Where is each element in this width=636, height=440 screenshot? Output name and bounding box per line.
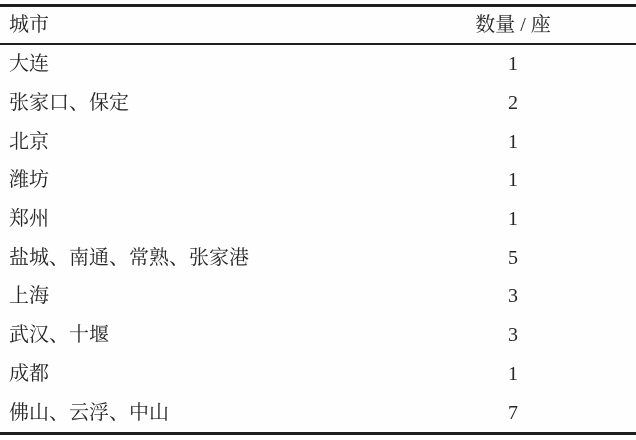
table-row [0, 122, 636, 161]
table-body [0, 44, 636, 433]
header-cell-quantity: 数量 / 座 [475, 14, 551, 36]
city-cell: 盐城、南通、常熟、张家港 [9, 246, 249, 269]
table-row [0, 355, 636, 394]
city-count-table [0, 4, 636, 435]
table-header [0, 6, 636, 45]
city-cell: 潍坊 [9, 169, 49, 192]
count-cell: 1 [508, 362, 518, 385]
city-cell: 大连 [9, 53, 49, 76]
count-cell: 1 [508, 53, 518, 76]
table-row [0, 277, 636, 316]
count-cell: 2 [508, 92, 518, 115]
table-row [0, 393, 636, 433]
city-cell: 郑州 [9, 208, 49, 231]
count-cell: 1 [508, 208, 518, 231]
table-row [0, 161, 636, 200]
table-row [0, 316, 636, 355]
count-cell: 5 [508, 246, 518, 269]
city-cell: 成都 [9, 362, 49, 385]
count-cell: 1 [508, 130, 518, 153]
header-cell-city: 城市 [9, 14, 49, 36]
table-row [0, 84, 636, 123]
city-cell: 佛山、云浮、中山 [9, 401, 169, 424]
count-cell: 3 [508, 324, 518, 347]
count-cell: 7 [508, 401, 518, 424]
table-row [0, 238, 636, 277]
count-cell: 1 [508, 169, 518, 192]
city-cell: 武汉、十堰 [9, 324, 109, 347]
table-row [0, 200, 636, 239]
city-cell: 上海 [9, 285, 49, 308]
header-row [0, 6, 636, 45]
table-row [0, 44, 636, 84]
city-cell: 北京 [9, 130, 49, 153]
city-cell: 张家口、保定 [9, 92, 129, 115]
count-cell: 3 [508, 285, 518, 308]
